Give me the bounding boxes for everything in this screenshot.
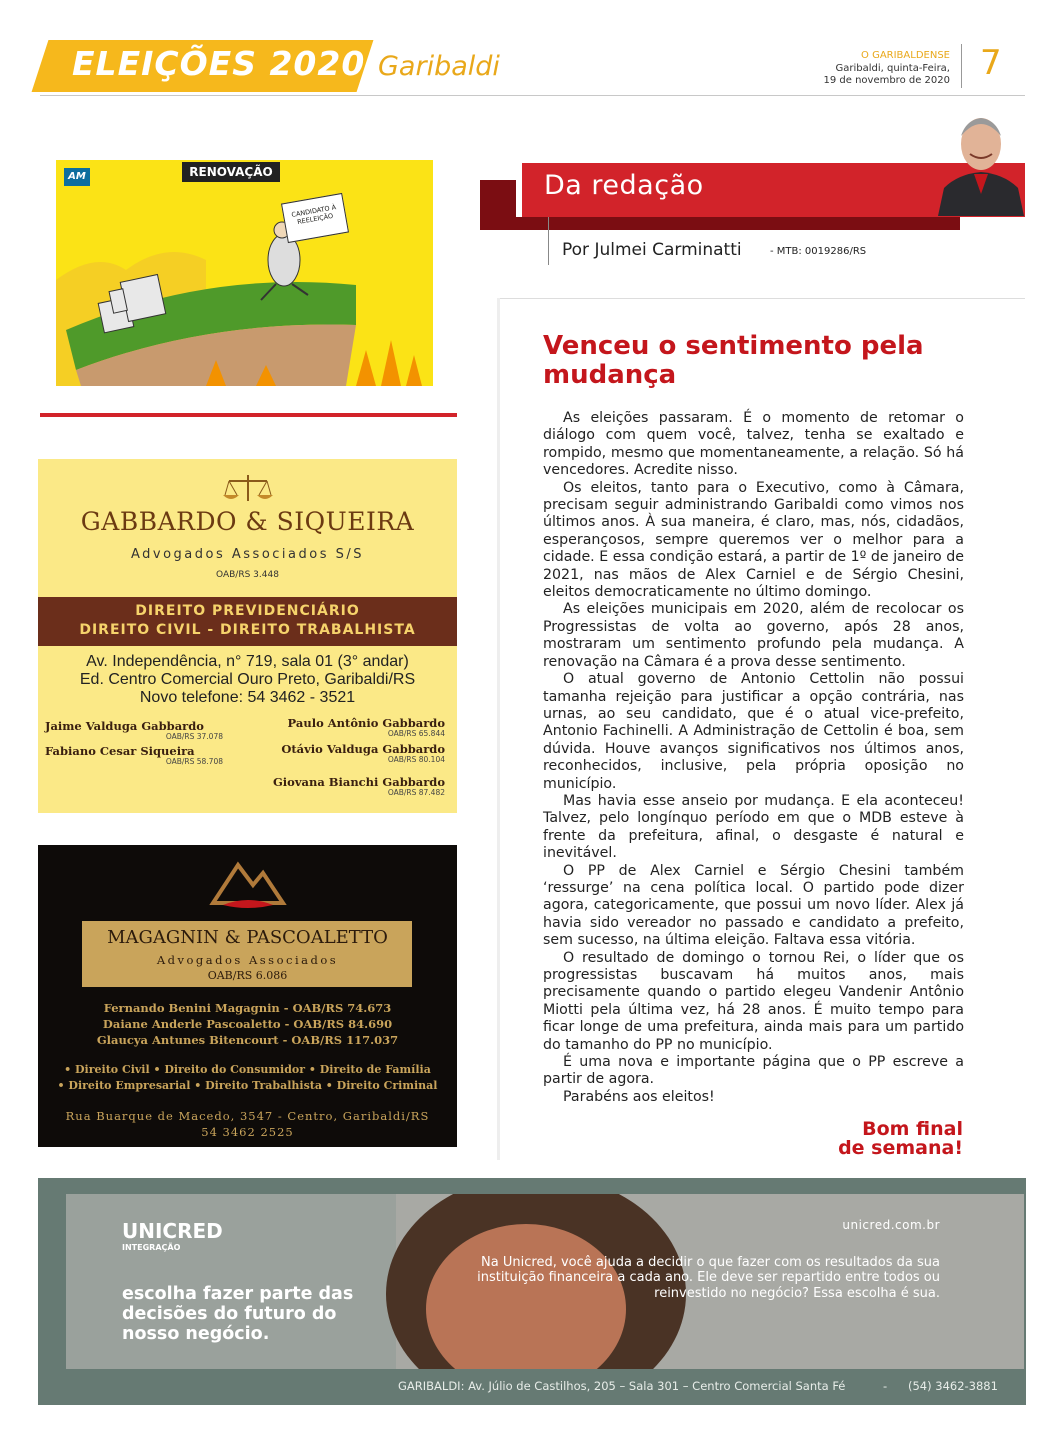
author-divider — [548, 217, 549, 265]
mountain-logo-icon — [208, 853, 288, 913]
practice-area-2: DIREITO CIVIL - DIREITO TRABALHISTA — [79, 622, 416, 638]
cartoon-illustration — [56, 160, 433, 386]
page-number: 7 — [980, 43, 1002, 83]
firm-subtitle: Advogados Associados — [156, 953, 339, 967]
unicred-dash: - — [883, 1379, 888, 1393]
article-paragraph: Os eleitos, tanto para o Executivo, como à Câmara, precisam seguir administrando Garibaldi como vimos nos últimos anos. À sua maneira, é claro, mas, nós, cidadãos, esperançosos, sempre queremos ver o melhor para a cidade. E essa condição estará, a partir de 1º de janeiro de 2021, nas mãos de Alex Carniel e de Sérgio Chesini, eleitos democraticamente no último domingo. — [543, 479, 964, 601]
unicred-slogan: escolha fazer parte das decisões do futuro do nosso negócio. — [122, 1284, 354, 1344]
date-line-2: 19 de novembro de 2020 — [823, 75, 950, 86]
lawyer-oab: OAB/RS 87.482 — [387, 788, 445, 797]
article-paragraph: As eleições passaram. É o momento de retomar o diálogo com quem você, talvez, tenha se exaltado e rompido, mesmo que momentaneamente, a relação. Só há vencedores. Acredite nisso. — [543, 410, 964, 479]
firm-phone: 54 3462 2525 — [201, 1125, 294, 1139]
article-frame-left — [497, 298, 500, 1160]
article-headline: Venceu o sentimento pela mudança — [543, 331, 924, 390]
lawyer-name: Jaime Valduga Gabbardo — [45, 719, 204, 733]
lawyer-line: Fernando Benini Magagnin - OAB/RS 74.673 — [103, 1001, 392, 1015]
unicred-address: GARIBALDI: Av. Júlio de Castilhos, 205 – Sala 301 – Centro Comercial Santa Fé — [398, 1379, 846, 1393]
article-paragraph: Mas havia esse anseio por mudança. E ela aconteceu! Talvez, pelo longínquo período em que o MDB esteve à frente da prefeitura, afinal, o desgaste é natural e inevitável. — [543, 792, 964, 862]
radio-logo: AM — [64, 168, 90, 186]
unicred-phone: (54) 3462-3881 — [908, 1379, 998, 1393]
ad-gabbardo — [38, 459, 457, 813]
lawyer-oab: OAB/RS 37.078 — [165, 732, 223, 741]
cartoon-badge: RENOVAÇÃO — [182, 162, 280, 182]
header-separator — [961, 44, 962, 88]
section-title: ELEIÇÕES 2020 — [72, 44, 366, 83]
article-frame-top — [497, 298, 1025, 299]
cartoon-sign: CANDIDATO À REELEIÇÃO — [281, 193, 349, 243]
unicred-text: Na Unicred, você ajuda a decidir o que fazer com os resultados da sua instituição financeira a cada ano. Ele deve ser repartido entre todos ou reinvestido no negócio? Essa escolha é sua. — [477, 1255, 940, 1301]
cartoon-image — [56, 160, 433, 386]
author-photo — [938, 108, 1024, 216]
ad-magagnin — [38, 845, 457, 1147]
article-paragraph: O PP de Alex Carniel e Sérgio Chesini também ‘ressurge’ na cena política local. O partido pode dizer agora, categoricamente, que possui um novo líder. Alex já havia sido vereador no passado e candidato a prefeito, sem sucesso, na última eleição. Faltava essa vitória. — [543, 862, 964, 949]
lawyer-name: Fabiano Cesar Siqueira — [45, 744, 195, 758]
lawyer-oab: OAB/RS 58.708 — [165, 757, 223, 766]
lawyer-name: Giovana Bianchi Gabbardo — [272, 775, 445, 789]
column-title: Da redação — [544, 170, 704, 201]
lawyer-name: Otávio Valduga Gabbardo — [281, 742, 445, 756]
unicred-logo: UNICRED — [122, 1219, 223, 1243]
lawyer-oab: OAB/RS 65.844 — [387, 729, 445, 738]
article-body — [543, 410, 964, 1106]
firm-address: Rua Buarque de Macedo, 3547 - Centro, Garibaldi/RS — [65, 1109, 430, 1123]
signoff-line-2: de semana! — [838, 1137, 963, 1159]
lawyer-line: Daiane Anderle Pascoaletto - OAB/RS 84.690 — [102, 1017, 393, 1031]
signoff-line-1: Bom final — [862, 1118, 963, 1140]
lawyer-name: Paulo Antônio Gabbardo — [287, 716, 445, 730]
article-paragraph: É uma nova e importante página que o PP escreve a partir de agora. — [543, 1054, 964, 1088]
practice-areas-2: • Direito Empresarial • Direito Trabalhista • Direito Criminal — [57, 1079, 438, 1092]
article-paragraph: O resultado de domingo o tornou Rei, o líder que os progressistas buscavam há muitos anos, mais precisamente quando o partido elegeu Vandenir Antônio Miotti pela última vez, há 28 anos. É muito tempo para ficar longe de uma prefeitura, ainda mais para um partido do tamanho do PP no município. — [543, 949, 964, 1053]
section-city: Garibaldi — [378, 51, 500, 82]
article-paragraph: As eleições municipais em 2020, além de recolocar os Progressistas de volta ao governo, após 28 anos, mostraram um sentimento profundo pela mudança. A renovação na Câmara é a prova desse sentimento. — [543, 601, 964, 670]
practice-areas-1: • Direito Civil • Direito do Consumidor • Direito de Família — [64, 1063, 431, 1076]
header-rule — [40, 95, 1025, 96]
firm-subtitle: Advogados Associados S/S — [130, 547, 364, 562]
author-mtb: - MTB: 0019286/RS — [770, 246, 867, 257]
phone-line: Novo telefone: 54 3462 - 3521 — [139, 689, 356, 706]
address-line-2: Ed. Centro Comercial Ouro Preto, Garibaldi/RS — [79, 671, 416, 688]
firm-name: MAGAGNIN & PASCOALETTO — [107, 927, 388, 948]
author-byline: Por Julmei Carminatti — [562, 240, 742, 260]
unicred-url: unicred.com.br — [842, 1218, 940, 1232]
firm-oab: OAB/RS 3.448 — [216, 570, 279, 580]
newspaper-brand: O GARIBALDENSE — [861, 50, 950, 61]
date-line-1: Garibaldi, quinta-Feira, — [835, 63, 950, 74]
lawyer-oab: OAB/RS 80.104 — [387, 755, 445, 764]
practice-area-1: DIREITO PREVIDENCIÁRIO — [135, 603, 360, 619]
scales-icon — [223, 473, 273, 505]
article-signoff — [820, 1120, 963, 1158]
unicred-logo-sub: INTEGRAÇÃO — [122, 1243, 181, 1252]
column-band-bar — [516, 163, 522, 217]
lawyer-line: Glaucya Antunes Bitencourt - OAB/RS 117.037 — [96, 1033, 399, 1047]
address-line-1: Av. Independência, n° 719, sala 01 (3° andar) — [86, 653, 409, 670]
article-paragraph: Parabéns aos eleitos! — [563, 1088, 715, 1105]
article-paragraph: O atual governo de Antonio Cettolin não possui tamanha rejeição para justificar a opção contrária, nas urnas, ao seu candidato, que é o atual vice-prefeito, Antonio Fachinelli. A Administração de Cettolin é boa, sem dúvida. Houve avanços significativos nos últimos anos, reconhecidos, inclusive, pela própria oposição no município. — [543, 671, 964, 792]
firm-oab: OAB/RS 6.086 — [207, 969, 288, 982]
red-divider — [40, 413, 457, 417]
firm-name: GABBARDO & SIQUEIRA — [80, 507, 415, 536]
